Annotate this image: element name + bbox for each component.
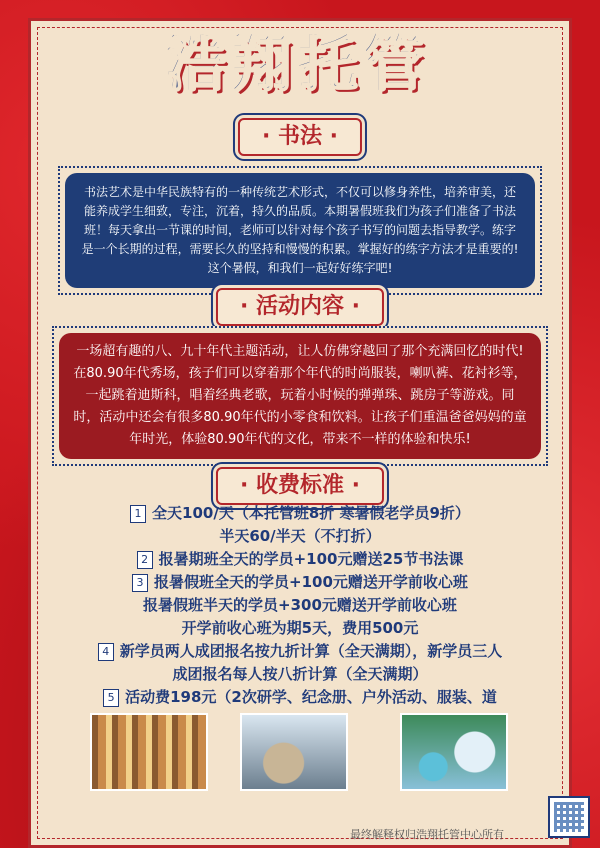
photo-kids-water-play: [400, 713, 508, 791]
qr-code[interactable]: [548, 796, 590, 838]
fee-list: [0, 502, 600, 709]
fee-line: 4 新学员两人成团报名按九折计算（全天满期），新学员三人: [0, 640, 600, 663]
fee-line: 2 报暑期班全天的学员+100元赠送25节书法课: [0, 548, 600, 571]
fee-line: 半天60/半天（不打折）: [219, 527, 381, 545]
fee-line: 成团报名每人按八折计算（全天满期）: [172, 665, 428, 683]
footer-note: 最终解释权归浩翔托管中心所有: [350, 828, 504, 841]
fee-line: 报暑假班半天的学员+300元赠送开学前收心班: [143, 596, 457, 614]
fee-line: 开学前收心班为期5天，费用500元: [181, 619, 419, 637]
fee-number-badge: 2: [137, 551, 153, 569]
photo-rotary-phone: [240, 713, 348, 791]
fee-number-badge: 5: [103, 689, 119, 707]
photo-shop-shelves: [90, 713, 208, 791]
fee-number-badge: 1: [130, 505, 146, 523]
section-tag-activity: · 活动内容 ·: [216, 288, 384, 326]
fee-line: 3 报暑假班全天的学员+100元赠送开学前收心班: [0, 571, 600, 594]
fee-number-badge: 4: [98, 643, 114, 661]
calligraphy-text: 书法艺术是中华民族特有的一种传统艺术形式，不仅可以修身养性，培养审美，还能养成学生细致，专注，沉着，持久的品质。本期暑假班我们为孩子们准备了书法班！每天拿出一节课的时间，老师可以针对每个孩子书写的问题去指导教学。练字是一个长期的过程，需要长久的坚持和慢慢的积累。掌握好的练字方法才是重要的!这个暑假，和我们一起好好练字吧!: [65, 173, 535, 288]
fee-line: 1 全天100/天（本托管班8折 寒暑假老学员9折）: [0, 502, 600, 525]
activity-panel: [52, 326, 548, 466]
fee-line: 5 活动费198元（2次研学、纪念册、户外活动、服装、道: [0, 686, 600, 709]
calligraphy-panel: [58, 166, 542, 295]
activity-text: 一场超有趣的八、九十年代主题活动，让人仿佛穿越回了那个充满回忆的时代!在80.90年代秀场，孩子们可以穿着那个年代的时尚服装，喇叭裤、花衬衫等，一起跳着迪斯科，唱着经典老歌，玩着小时候的弹弹珠、跳房子等游戏。同时，活动中还会有很多80.90年代的小零食和饮料。让孩子们重温爸爸妈妈的童年时光，体验80.90年代的文化，带来不一样的体验和快乐!: [59, 333, 541, 459]
poster-title: 浩翔托管: [167, 31, 432, 99]
fee-number-badge: 3: [132, 574, 148, 592]
section-tag-calligraphy: · 书法 ·: [238, 118, 362, 156]
section-tag-fees: · 收费标准 ·: [216, 467, 384, 505]
